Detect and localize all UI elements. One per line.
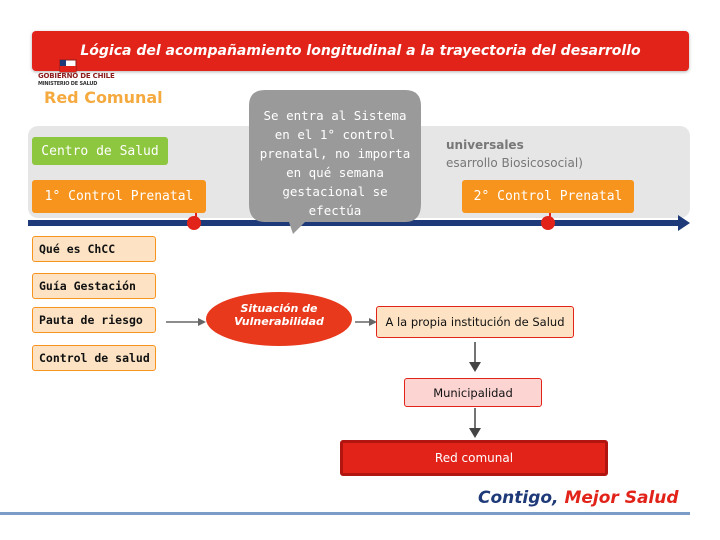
first-prenatal-control-box: 1° Control Prenatal (32, 180, 206, 213)
left-item-guide: Guía Gestación (32, 273, 156, 299)
footer-line (0, 512, 690, 515)
brand-part1: Contigo, (478, 488, 559, 508)
arrow-down-icon (468, 408, 482, 438)
second-prenatal-control-box: 2° Control Prenatal (462, 180, 634, 213)
callout-text: Se entra al Sistema en el 1° control prenatal, no importa en qué semana gestacional se efectúa (259, 108, 411, 218)
left-item-chcc: Qué es ChCC (32, 236, 156, 262)
band-text-line1: universales (446, 138, 524, 152)
brand-part2: Mejor Salud (558, 488, 679, 508)
page-title: Lógica del acompañamiento longitudinal a la trayectoria del desarrollo (80, 43, 641, 59)
footer-brand (478, 488, 679, 508)
left-item-risk: Pauta de riesgo (32, 307, 156, 333)
band-text-line2: esarrollo Biosicosocial) (446, 156, 583, 170)
logo-line2: MINISTERIO DE SALUD (38, 81, 98, 87)
municipality-box: Municipalidad (404, 378, 542, 407)
arrow-right-icon (166, 316, 206, 328)
health-center-box: Centro de Salud (32, 137, 168, 165)
logo-line1: GOBIERNO DE CHILE (38, 72, 115, 80)
arrow-right-icon (355, 316, 377, 328)
marker-stem-first (190, 212, 202, 224)
institution-box: A la propia institución de Salud (376, 306, 574, 338)
title-bar (32, 31, 689, 71)
marker-stem-second (544, 212, 556, 224)
left-item-control: Control de salud (32, 345, 156, 371)
vulnerability-label: Situación de Vulnerabilidad (234, 302, 324, 328)
logo-text (38, 72, 115, 88)
arrow-down-icon (468, 342, 482, 372)
community-network-box: Red comunal (340, 440, 608, 476)
section-title: Red Comunal (44, 88, 163, 107)
